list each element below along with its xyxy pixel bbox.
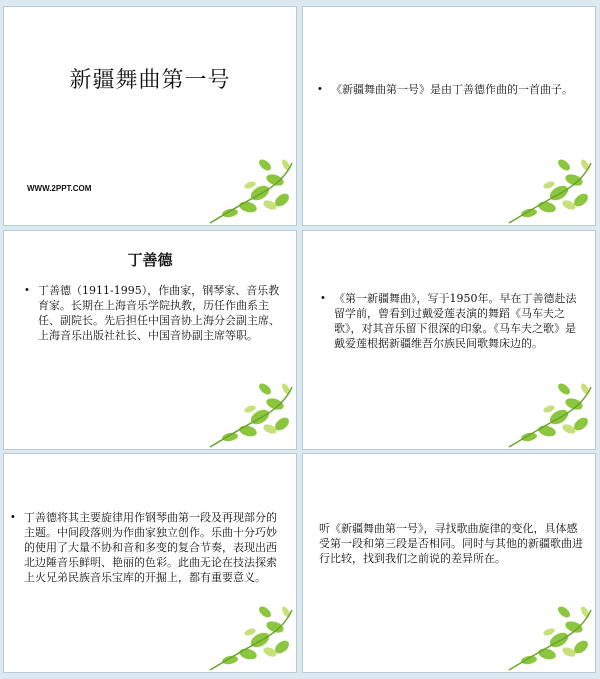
plant-decoration-icon [499, 145, 595, 225]
bullet-text: 丁善德将其主要旋律用作钢琴曲第一段及再现部分的主题。中间段落则为作曲家独立创作。乐曲十分巧妙的使用了大量不协和音和多变的复合节奏，表现出西北边陲音乐鲜明、艳丽的色彩。此曲无论在技法探索上火兄弟民族音乐宝库的开掘上，都有重要意义。 [24, 511, 277, 584]
slide-text [319, 521, 585, 566]
plant-decoration-icon [200, 369, 296, 449]
bullet-item [318, 82, 581, 97]
bullet-dot-icon: • [321, 292, 325, 304]
slide-title: 新疆舞曲第一号 [69, 68, 231, 93]
bullet-text: 丁善德（1911-1995），作曲家，钢琴家、音乐教育家。长期在上海音乐学院执教，历任作曲系主任、副院长。先后担任中国音协上海分会副主席、上海音乐出版社社长、中国音协副主席等职。 [38, 284, 280, 342]
slide-1 [4, 7, 296, 225]
body-text: 听《新疆舞曲第一号》，寻找歌曲旋律的变化，具体感受第一段和第三段是否相同。同时与其他的新疆歌曲进行比较，找到我们之前说的差异所在。 [319, 522, 583, 565]
bullet-dot-icon: • [318, 83, 322, 95]
bullet-item [11, 510, 286, 585]
slide-5 [4, 454, 296, 672]
slide-heading: 丁善德 [127, 251, 173, 269]
plant-decoration-icon [200, 592, 296, 672]
bullet-dot-icon: • [11, 511, 15, 523]
plant-decoration-icon [499, 592, 595, 672]
bullet-item [321, 291, 584, 351]
slide-6 [303, 454, 595, 672]
site-watermark: WWW.2PPT.COM [27, 184, 92, 193]
slide-4 [303, 231, 595, 449]
bullet-item [25, 283, 288, 343]
plant-decoration-icon [200, 145, 296, 225]
slide-3 [4, 231, 296, 449]
plant-decoration-icon [499, 369, 595, 449]
bullet-dot-icon: • [25, 284, 29, 296]
bullet-text: 《新疆舞曲第一号》是由丁善德作曲的一首曲子。 [331, 83, 573, 96]
slide-2 [303, 7, 595, 225]
bullet-text: 《第一新疆舞曲》，写于1950年。早在丁善德赴法留学前，曾看到过戴爱莲表演的舞蹈《马车夫之歌》，对其音乐留下很深的印象。《马车夫之歌》是戴爱莲根据新疆维吾尔族民间歌舞床边的。 [334, 292, 577, 350]
